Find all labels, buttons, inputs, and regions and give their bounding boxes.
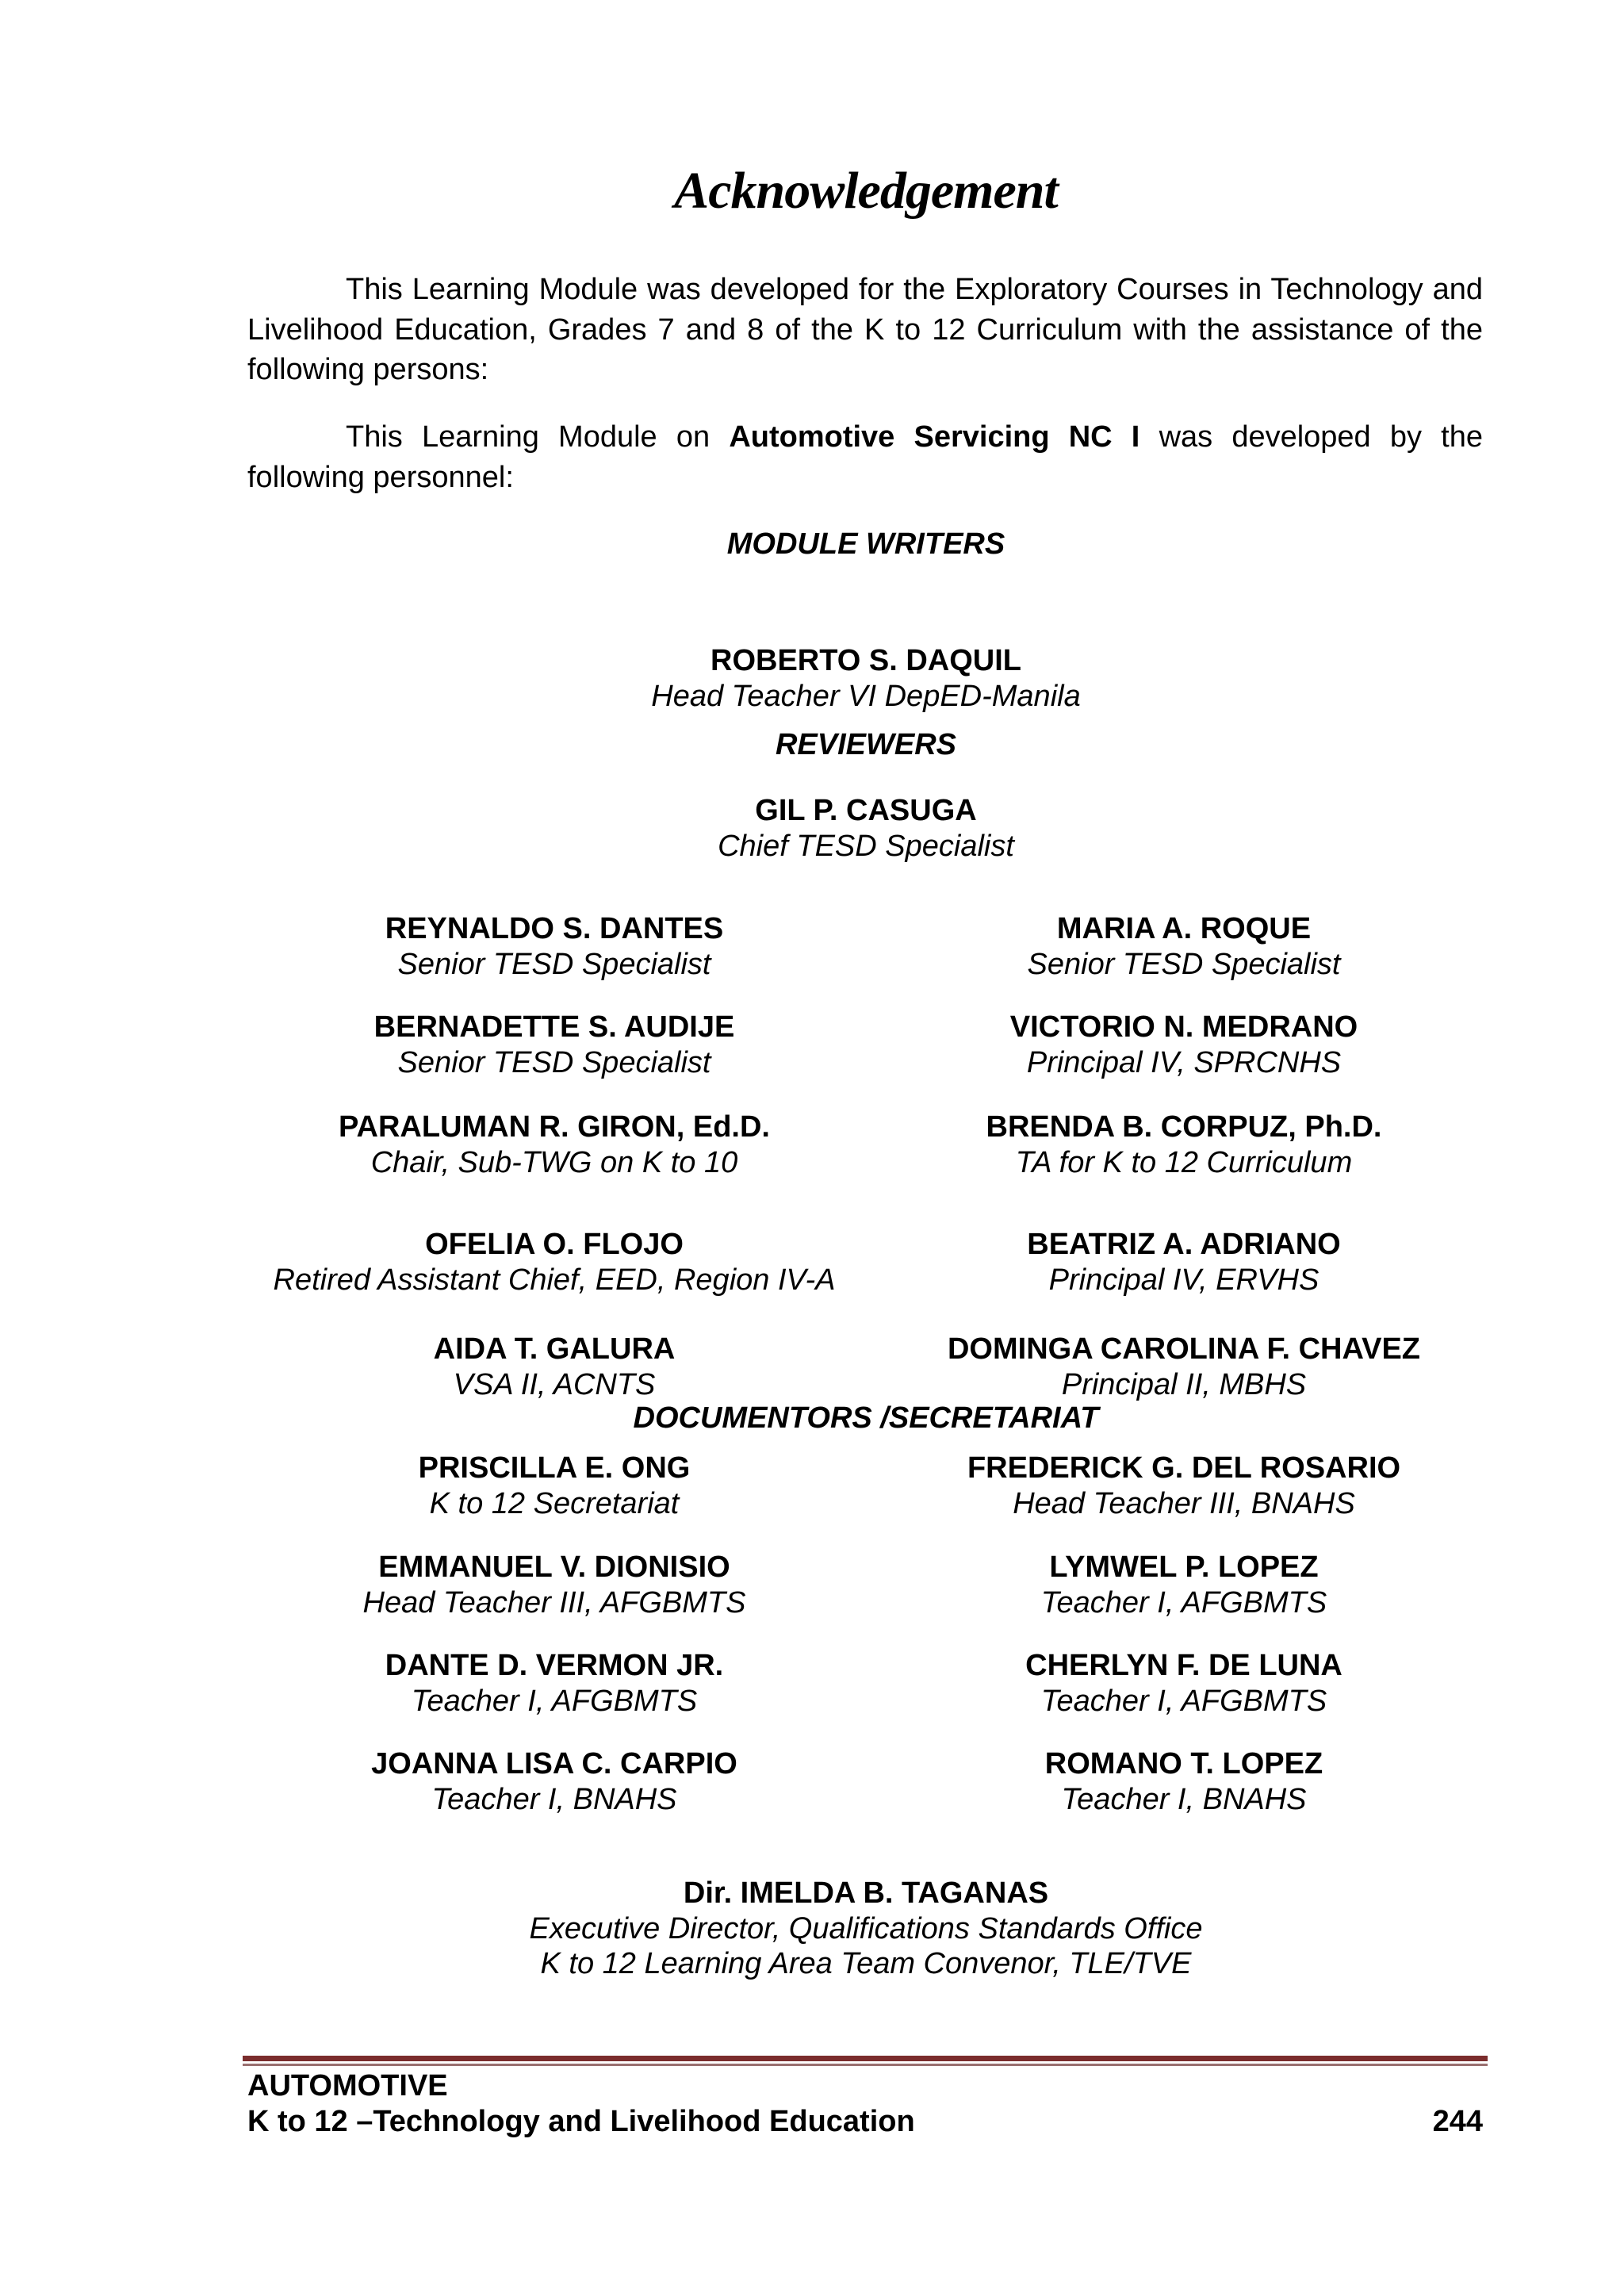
person-role: K to 12 Learning Area Team Convenor, TLE/TVE <box>540 1947 1192 1980</box>
documentor-row <box>0 1550 1624 1620</box>
person-role: TA for K to 12 Curriculum <box>1015 1145 1353 1179</box>
documentors-heading <box>232 1401 1500 1436</box>
convenor-entry <box>232 1876 1500 1982</box>
page-number: 244 <box>1432 2104 1483 2138</box>
person-name: FREDERICK G. DEL ROSARIO <box>967 1451 1401 1485</box>
person-name: PARALUMAN R. GIRON, Ed.D. <box>339 1110 770 1144</box>
person-role: Chief TESD Specialist <box>718 829 1014 863</box>
documentor-entry <box>245 1648 864 1719</box>
paragraph-2-text: This Learning Module on <box>346 420 710 454</box>
documentor-entry <box>875 1451 1493 1521</box>
module-title-bold: Automotive Servicing NC I <box>729 420 1140 454</box>
person-name: Dir. IMELDA B. TAGANAS <box>683 1876 1049 1910</box>
reviewer-entry <box>245 1110 864 1180</box>
person-name: REYNALDO S. DANTES <box>385 912 724 945</box>
module-writer-entry <box>232 643 1500 714</box>
footer-rule-thick <box>243 2056 1488 2061</box>
section-heading: REVIEWERS <box>775 728 957 761</box>
person-name: VICTORIO N. MEDRANO <box>1009 1010 1358 1044</box>
reviewer-entry <box>245 1332 864 1402</box>
footer-subject: AUTOMOTIVE <box>247 2069 448 2102</box>
person-role: Teacher I, AFGBMTS <box>1040 1585 1327 1619</box>
person-role: Executive Director, Qualifications Standards Office <box>529 1911 1203 1945</box>
reviewer-row <box>0 911 1624 982</box>
footer-course-line <box>247 2104 1483 2140</box>
documentor-entry <box>875 1746 1493 1817</box>
paragraph-2-line-2: following personnel: <box>247 460 514 494</box>
section-heading: MODULE WRITERS <box>726 527 1005 561</box>
documentor-row <box>0 1746 1624 1817</box>
intro-paragraph-2 <box>247 417 1483 497</box>
person-name: BERNADETTE S. AUDIJE <box>373 1010 735 1044</box>
paragraph-2-text: was developed by the <box>1159 420 1484 454</box>
reviewer-entry <box>875 1010 1493 1080</box>
person-role: Teacher I, BNAHS <box>1061 1782 1307 1816</box>
person-role: Retired Assistant Chief, EED, Region IV-A <box>273 1263 836 1297</box>
person-role: Teacher I, AFGBMTS <box>411 1684 698 1718</box>
person-role: Chair, Sub-TWG on K to 10 <box>370 1145 738 1179</box>
person-name: EMMANUEL V. DIONISIO <box>378 1550 730 1584</box>
person-name: PRISCILLA E. ONG <box>418 1451 691 1485</box>
documentor-entry <box>875 1648 1493 1719</box>
footer-rule-thin <box>243 2064 1488 2066</box>
paragraph-1-line-1: This Learning Module was developed for the Exploratory Courses in Technology and <box>346 273 1483 306</box>
person-role: Senior TESD Specialist <box>397 1045 711 1079</box>
reviewer-row <box>0 1332 1624 1402</box>
person-name: ROMANO T. LOPEZ <box>1044 1747 1323 1780</box>
documentor-entry <box>245 1550 864 1620</box>
person-name: ROBERTO S. DAQUIL <box>710 644 1021 677</box>
reviewers-heading <box>232 727 1500 763</box>
documentor-entry <box>245 1451 864 1521</box>
reviewer-entry <box>875 1332 1493 1402</box>
intro-paragraph-1 <box>247 270 1483 390</box>
reviewer-lead-entry <box>232 793 1500 864</box>
person-role: Teacher I, AFGBMTS <box>1040 1684 1327 1718</box>
reviewer-entry <box>875 911 1493 982</box>
reviewer-entry <box>875 1227 1493 1297</box>
person-name: BEATRIZ A. ADRIANO <box>1027 1228 1341 1261</box>
page-footer <box>247 2068 1483 2139</box>
reviewer-row <box>0 1010 1624 1080</box>
paragraph-1-line-2: Livelihood Education, Grades 7 and 8 of the K to 12 Curriculum with the assistance of the <box>247 312 1483 347</box>
documentor-entry <box>245 1746 864 1817</box>
reviewer-entry <box>245 1227 864 1297</box>
person-name: GIL P. CASUGA <box>755 794 977 827</box>
documentor-row <box>0 1451 1624 1521</box>
person-name: JOANNA LISA C. CARPIO <box>371 1747 737 1780</box>
person-name: CHERLYN F. DE LUNA <box>1025 1649 1342 1682</box>
paragraph-2-line-1 <box>247 417 1483 458</box>
person-role: Senior TESD Specialist <box>1027 947 1341 981</box>
footer-course: K to 12 –Technology and Livelihood Education <box>247 2104 915 2138</box>
person-name: BRENDA B. CORPUZ, Ph.D. <box>986 1110 1382 1144</box>
module-writers-heading <box>232 527 1500 562</box>
person-role: Principal IV, SPRCNHS <box>1026 1045 1342 1079</box>
person-role: Principal II, MBHS <box>1061 1367 1307 1401</box>
person-role: Head Teacher VI DepED-Manila <box>651 679 1081 713</box>
person-name: DOMINGA CAROLINA F. CHAVEZ <box>947 1332 1420 1366</box>
person-name: OFELIA O. FLOJO <box>425 1228 684 1261</box>
person-role: Head Teacher III, BNAHS <box>1013 1486 1355 1520</box>
person-name: MARIA A. ROQUE <box>1056 912 1312 945</box>
section-heading: DOCUMENTORS /SECRETARIAT <box>633 1401 1099 1435</box>
person-role: Head Teacher III, AFGBMTS <box>362 1585 746 1619</box>
reviewer-row <box>0 1110 1624 1180</box>
paragraph-1-line-3: following persons: <box>247 353 489 386</box>
reviewer-entry <box>245 911 864 982</box>
person-role: K to 12 Secretariat <box>429 1486 680 1520</box>
documentor-entry <box>875 1550 1493 1620</box>
reviewer-entry <box>245 1010 864 1080</box>
person-role: VSA II, ACNTS <box>453 1367 656 1401</box>
person-name: AIDA T. GALURA <box>433 1332 676 1366</box>
page-title: Acknowledgement <box>674 162 1058 220</box>
person-name: LYMWEL P. LOPEZ <box>1049 1550 1319 1584</box>
person-role: Teacher I, BNAHS <box>431 1782 677 1816</box>
documentor-row <box>0 1648 1624 1719</box>
person-role: Senior TESD Specialist <box>397 947 711 981</box>
reviewer-entry <box>875 1110 1493 1180</box>
person-role: Principal IV, ERVHS <box>1048 1263 1320 1297</box>
person-name: DANTE D. VERMON JR. <box>385 1649 724 1682</box>
reviewer-row <box>0 1227 1624 1297</box>
